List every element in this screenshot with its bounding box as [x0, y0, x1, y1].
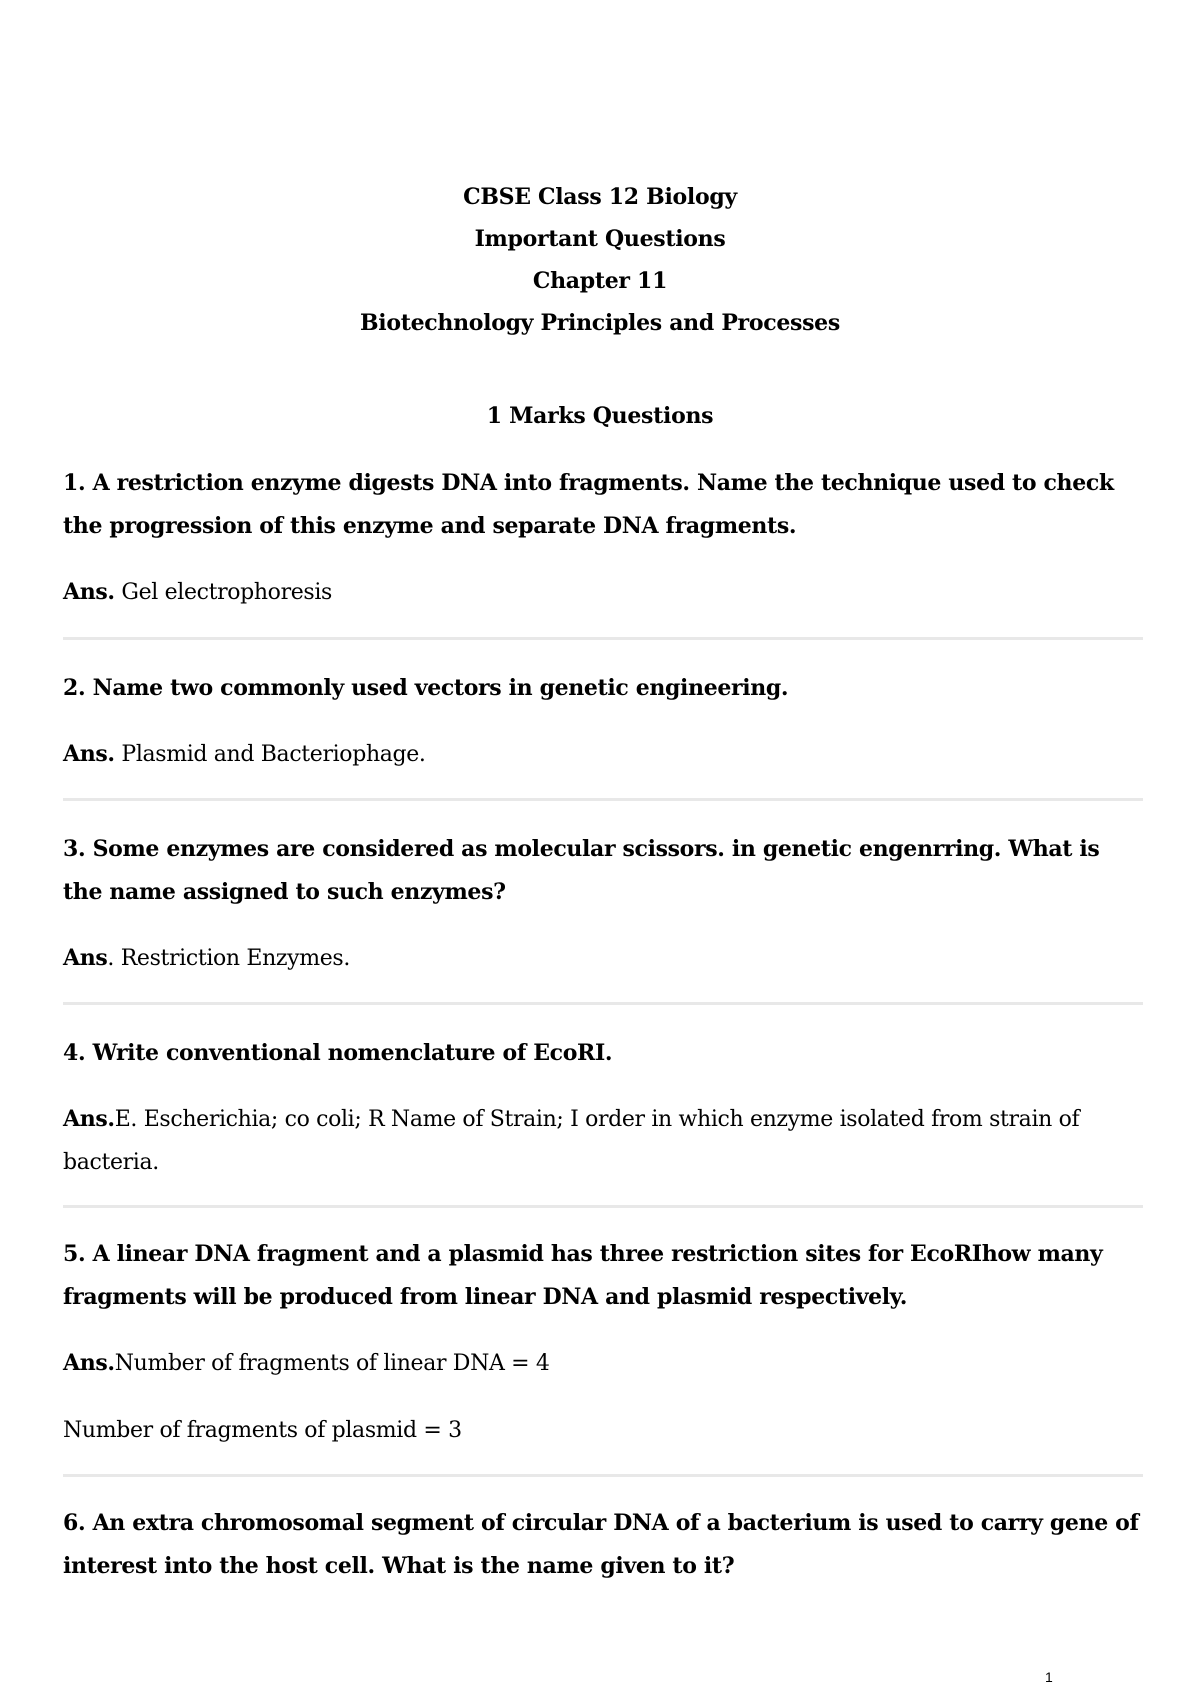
- header-subject: CBSE Class 12 Biology: [463, 184, 737, 210]
- answer-text: [63, 937, 1143, 980]
- answer-body: Number of fragments of linear DNA = 4: [114, 1351, 550, 1376]
- question-text: 5. A linear DNA fragment and a plasmid has three restriction sites for EcoRIhow many fragments will be produced from linear DNA and plasmid respectively.: [63, 1241, 1103, 1310]
- question-block-5: [63, 1233, 1143, 1452]
- divider: [63, 1002, 1143, 1005]
- answer-label: Ans.: [63, 1106, 115, 1132]
- header-title: Important Questions: [474, 226, 726, 252]
- answer-body: Plasmid and Bacteriophage.: [114, 742, 426, 767]
- question-text: 3. Some enzymes are considered as molecular scissors. in genetic engenrring. What is the name assigned to such enzymes?: [63, 836, 1100, 905]
- divider: [63, 637, 1143, 640]
- answer-label: Ans.: [63, 741, 115, 767]
- question-block-1: [63, 462, 1143, 614]
- question-block-4: [63, 1032, 1143, 1184]
- question-text: 6. An extra chromosomal segment of circular DNA of a bacterium is used to carry gene of interest into the host cell. What is the name given to it?: [63, 1510, 1139, 1579]
- answer-extra-text: Number of fragments of plasmid = 3: [63, 1418, 462, 1443]
- section-title: 1 Marks Questions: [486, 403, 714, 429]
- answer-text: [63, 1098, 1143, 1184]
- question-text: 4. Write conventional nomenclature of EcoRI.: [63, 1040, 613, 1066]
- answer-label: Ans: [63, 945, 108, 971]
- question-text: 2. Name two commonly used vectors in genetic engineering.: [63, 675, 789, 701]
- answer-body: Gel electrophoresis: [114, 580, 332, 605]
- header-chapter: Chapter 11: [532, 268, 668, 294]
- question-block-3: [63, 828, 1143, 980]
- divider: [63, 798, 1143, 801]
- answer-label: Ans.: [63, 579, 115, 605]
- answer-body: . Restriction Enzymes.: [107, 946, 350, 971]
- answer-label: Ans.: [63, 1350, 115, 1376]
- question-block-6: [63, 1502, 1143, 1588]
- header-chapter-name: Biotechnology Principles and Processes: [360, 310, 840, 336]
- divider: [63, 1474, 1143, 1477]
- answer-text: [63, 1342, 1143, 1385]
- answer-text: [63, 733, 1143, 776]
- document-header: [0, 176, 1200, 344]
- answer-body: E. Escherichia; co coli; R Name of Strain; I order in which enzyme isolated from strain of bacteria.: [63, 1107, 1080, 1175]
- page-number: 1: [1045, 1669, 1053, 1685]
- question-block-2: [63, 667, 1143, 776]
- answer-text: [63, 571, 1143, 614]
- divider: [63, 1205, 1143, 1208]
- question-text: 1. A restriction enzyme digests DNA into fragments. Name the technique used to check the progression of this enzyme and separate DNA fragments.: [63, 470, 1114, 539]
